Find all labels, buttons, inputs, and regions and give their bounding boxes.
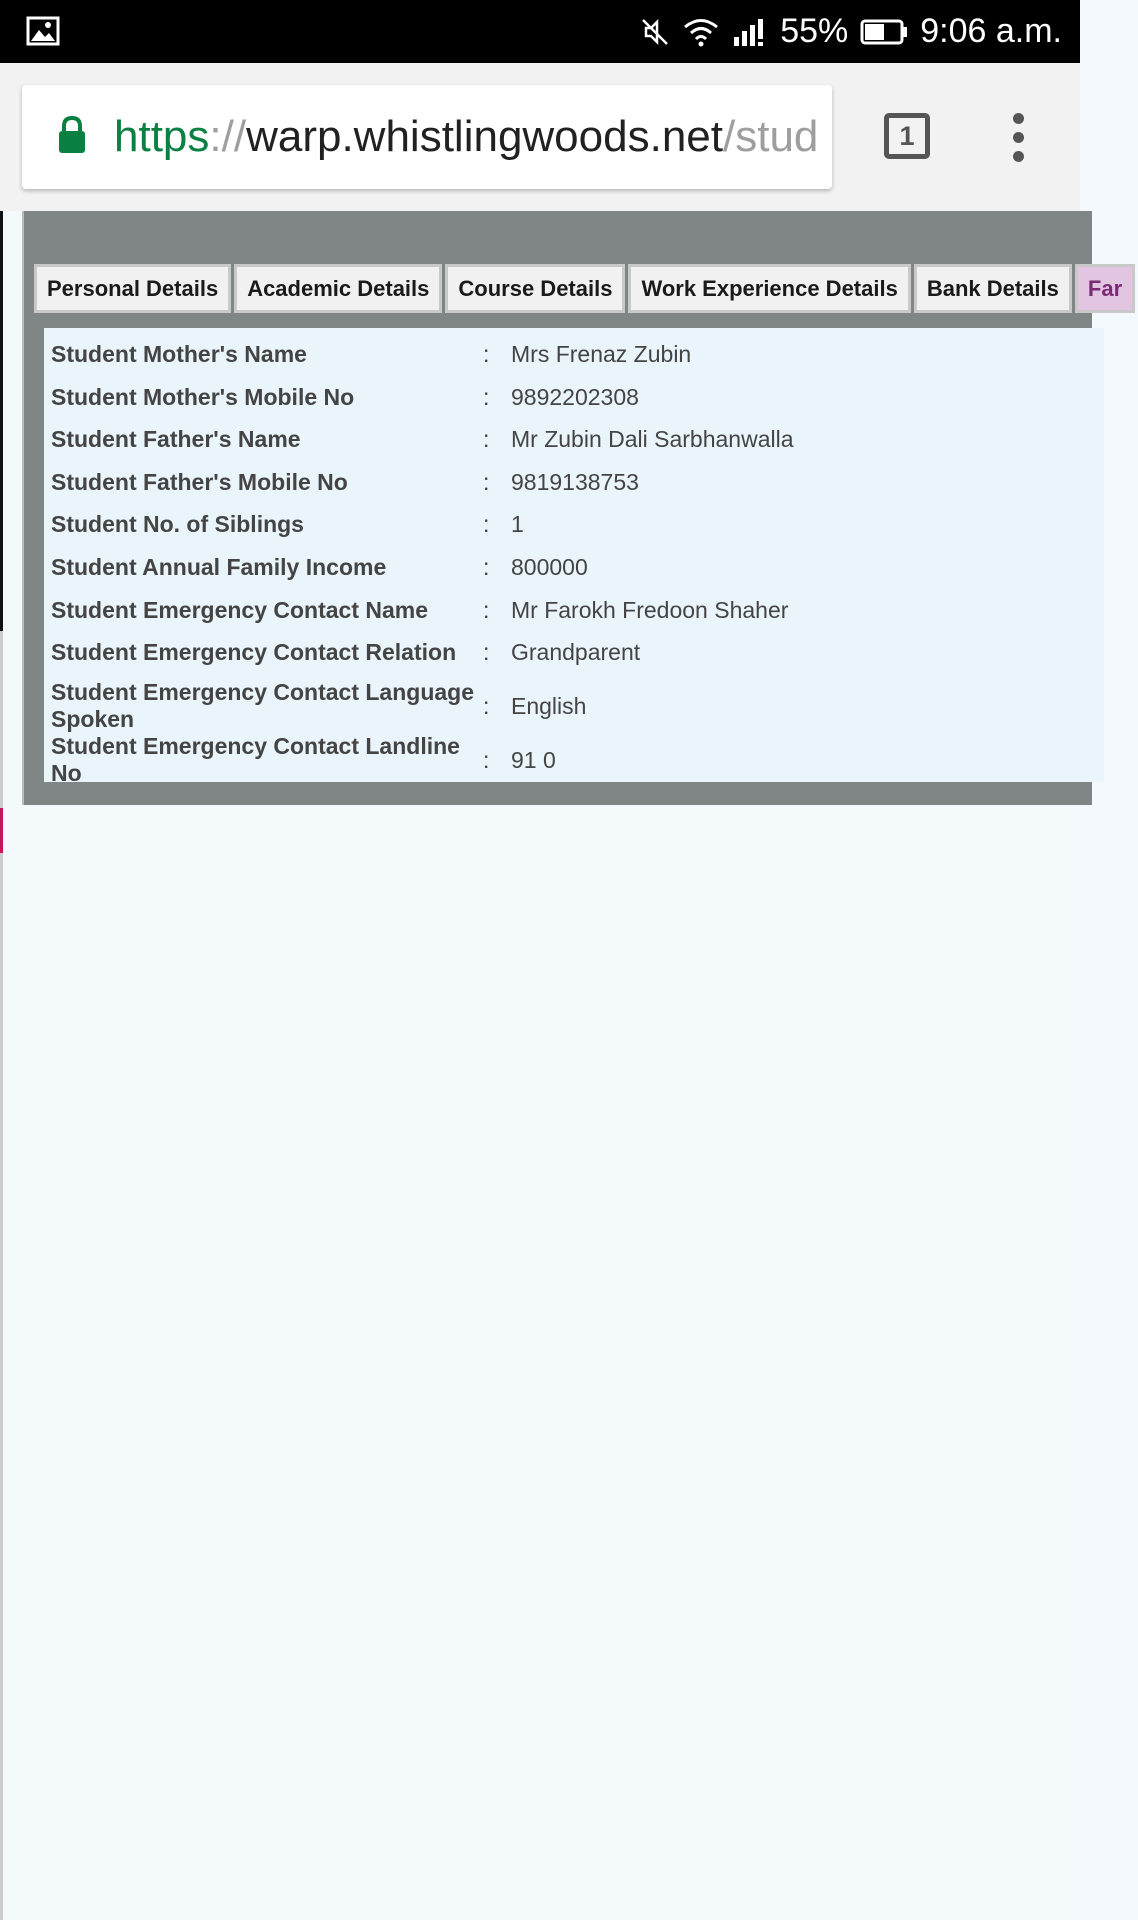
battery-percent: 55% [780, 12, 849, 50]
clock: 9:06 a.m. [920, 12, 1062, 50]
detail-label: Student Emergency Contact Name [51, 596, 429, 623]
tab-switcher-button[interactable]: 1 [884, 113, 930, 159]
detail-row [44, 380, 1104, 414]
detail-value: 91 0 [511, 746, 556, 773]
detail-colon: : [483, 340, 490, 367]
url-bar[interactable] [22, 85, 832, 189]
detail-value: 9819138753 [511, 468, 639, 495]
detail-value: 1 [511, 510, 524, 537]
detail-row [44, 635, 1104, 669]
detail-row [44, 337, 1104, 371]
url-host: warp.whistlingwoods.net [246, 112, 723, 161]
detail-label: Student Father's Mobile No [51, 468, 348, 495]
tab-academic-details[interactable]: Academic Details [234, 264, 442, 313]
detail-row [44, 550, 1104, 584]
detail-colon: : [483, 553, 490, 580]
url-text[interactable] [114, 109, 834, 165]
tab-work-experience-details[interactable]: Work Experience Details [628, 264, 910, 313]
url-path: /stud [723, 112, 819, 161]
url-scheme: https [114, 112, 210, 161]
detail-value: Mr Zubin Dali Sarbhanwalla [511, 425, 794, 452]
detail-row [44, 465, 1104, 499]
detail-value: Mrs Frenaz Zubin [511, 340, 692, 367]
tab-personal-details[interactable]: Personal Details [34, 264, 231, 313]
signal-icon [732, 17, 768, 47]
url-separator: :// [209, 112, 247, 161]
detail-colon: : [483, 510, 490, 537]
tab-course-details[interactable]: Course Details [445, 264, 625, 313]
detail-colon: : [483, 383, 490, 410]
detail-label: Student Mother's Name [51, 340, 307, 367]
detail-label: Student Emergency Contact Landline No [51, 733, 460, 786]
left-edge-accent [0, 808, 3, 853]
detail-colon: : [483, 692, 490, 719]
tab-bank-details[interactable]: Bank Details [914, 264, 1072, 313]
detail-row [44, 593, 1104, 627]
detail-colon: : [483, 425, 490, 452]
tab-family-details[interactable]: Far [1075, 264, 1135, 313]
left-edge-dark [0, 211, 3, 631]
family-details-table [44, 328, 1104, 786]
detail-value: 800000 [511, 553, 588, 580]
battery-icon [860, 18, 908, 46]
status-bar [0, 0, 1080, 63]
detail-value: Mr Farokh Fredoon Shaher [511, 596, 789, 623]
detail-label: Student Emergency Contact Language Spoken [51, 679, 475, 732]
browser-toolbar [0, 63, 1080, 211]
image-notification-icon [26, 16, 60, 51]
detail-colon: : [483, 638, 490, 665]
lock-icon [56, 115, 88, 160]
detail-colon: : [483, 468, 490, 495]
detail-row [44, 507, 1104, 541]
detail-label: Student No. of Siblings [51, 510, 304, 537]
details-tabs [34, 264, 1138, 313]
detail-label: Student Mother's Mobile No [51, 383, 355, 410]
student-details-panel [22, 211, 1123, 805]
detail-colon: : [483, 746, 490, 773]
detail-row [44, 733, 1104, 786]
detail-value: English [511, 692, 587, 719]
detail-label: Student Emergency Contact Relation [51, 638, 457, 665]
detail-colon: : [483, 596, 490, 623]
page-content [0, 211, 1123, 1920]
wifi-icon [682, 17, 720, 47]
detail-row [44, 422, 1104, 456]
detail-label: Student Father's Name [51, 425, 301, 452]
mute-icon [640, 17, 670, 47]
overflow-menu-icon[interactable] [1003, 113, 1035, 163]
detail-value: Grandparent [511, 638, 641, 665]
detail-row [44, 677, 1104, 735]
status-icons [640, 0, 1062, 63]
detail-label: Student Annual Family Income [51, 553, 387, 580]
detail-value: 9892202308 [511, 383, 639, 410]
